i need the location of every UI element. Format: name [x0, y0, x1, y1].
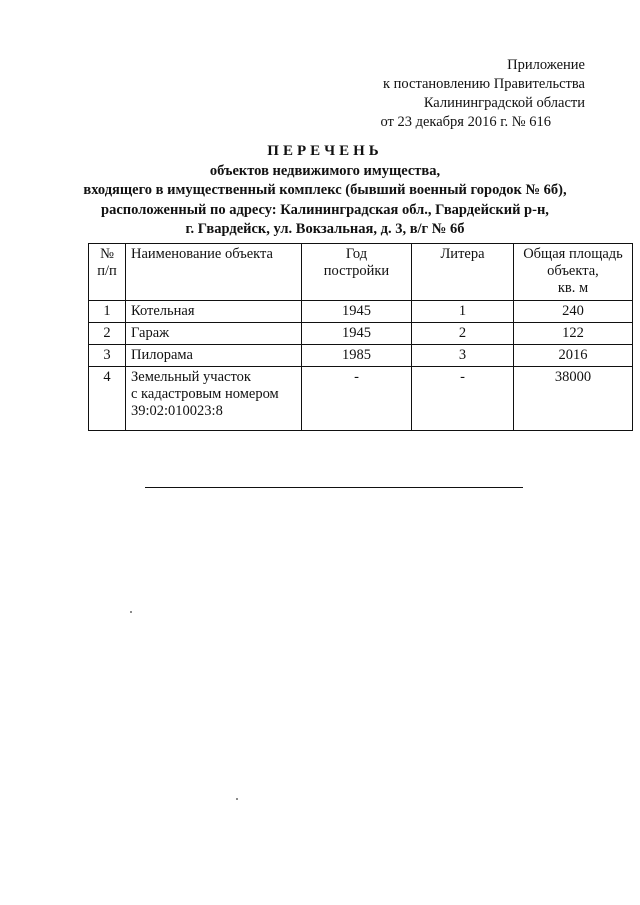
appendix-date-line: от 23 декабря 2016 г. № 616 [380, 114, 551, 130]
row-year: 1945 [302, 323, 412, 345]
header-year: Год постройки [302, 244, 412, 301]
title-line-4: г. Гвардейск, ул. Вокзальная, д. 3, в/г № 6б [185, 221, 465, 237]
row-num: 3 [89, 345, 126, 367]
row-litera: 2 [412, 323, 514, 345]
table-row [89, 301, 633, 323]
scan-speck [130, 611, 132, 613]
row-area: 122 [514, 323, 633, 345]
row-name: Котельная [126, 301, 302, 323]
table-row [89, 345, 633, 367]
title-line-3: расположенный по адресу: Калининградская обл., Гвардейский р-н, [101, 201, 549, 218]
header-num: № п/п [89, 244, 126, 301]
closing-rule [145, 487, 523, 488]
title-line-1: объектов недвижимого имущества, [209, 162, 441, 179]
title-line-2: входящего в имущественный комплекс (бывший военный городок № 6б), [83, 182, 567, 198]
row-name: Гараж [126, 323, 302, 345]
row-year: 1985 [302, 345, 412, 367]
header-litera: Литера [412, 244, 514, 301]
row-area: 38000 [514, 367, 633, 431]
header-name: Наименование объекта [126, 244, 302, 301]
row-num: 4 [89, 367, 126, 431]
row-year: - [302, 367, 412, 431]
row-area: 240 [514, 301, 633, 323]
row-name: Земельный участок с кадастровым номером 39:02:010023:8 [126, 367, 302, 431]
document-title [70, 142, 580, 240]
row-litera: 1 [412, 301, 514, 323]
scan-speck [236, 798, 238, 800]
objects-table [88, 243, 633, 431]
row-litera: 3 [412, 345, 514, 367]
row-litera: - [412, 367, 514, 431]
table-row [89, 367, 633, 431]
table-header-row [89, 244, 633, 301]
appendix-line-1: Приложение [507, 57, 585, 73]
row-name: Пилорама [126, 345, 302, 367]
appendix-block [380, 56, 585, 132]
header-area: Общая площадь объекта, кв. м [514, 244, 633, 301]
row-year: 1945 [302, 301, 412, 323]
appendix-line-3: Калининградской области [423, 95, 585, 111]
table-row [89, 323, 633, 345]
row-area: 2016 [514, 345, 633, 367]
appendix-line-2: к постановлению Правительства [383, 76, 585, 92]
row-num: 1 [89, 301, 126, 323]
row-num: 2 [89, 323, 126, 345]
title-heading: ПЕРЕЧЕНЬ [267, 143, 383, 159]
